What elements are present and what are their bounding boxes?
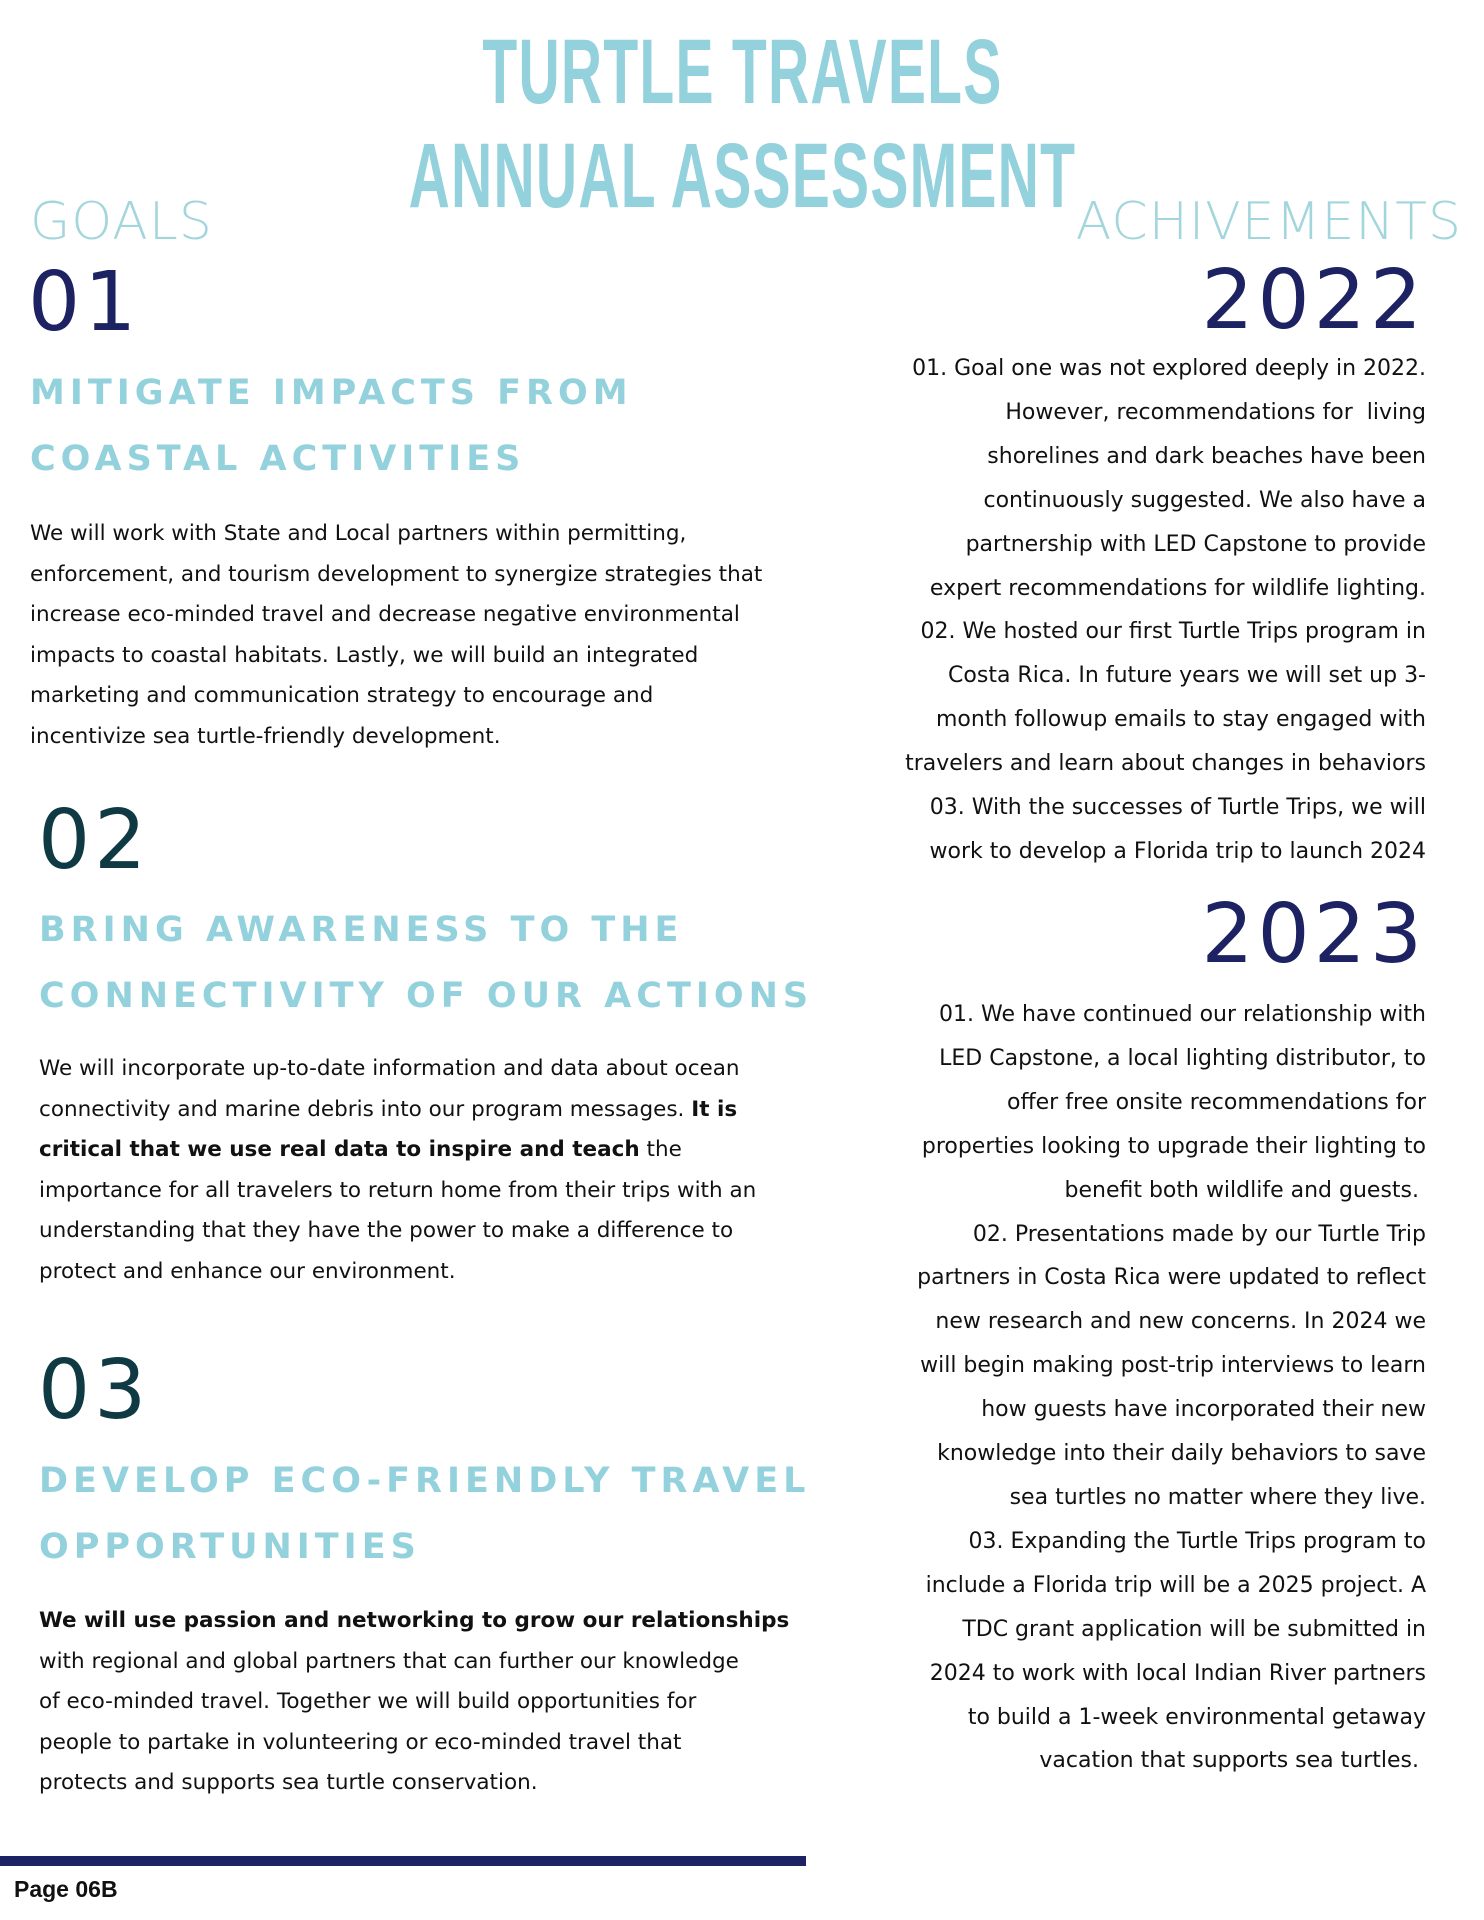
achievement-line: Costa Rica. In future years we will set up 3- [948,663,1426,689]
paragraph-line [39,1211,756,1252]
achievement-line: benefit both wildlife and guests. [1064,1177,1426,1203]
year-heading: 2022 [1201,253,1426,348]
achievement-line: TDC grant application will be submitted in [962,1616,1426,1642]
paragraph-line [30,514,762,555]
goal-number: 02 [38,793,151,888]
text: understanding that they have the power to make a difference to [39,1218,734,1243]
achievement-line: how guests have incorporated their new [981,1397,1426,1423]
goal-heading-line: CONNECTIVITY OF OUR ACTIONS [39,976,814,1016]
text: protects and supports sea turtle conservation. [39,1770,538,1795]
achievement-line: travelers and learn about changes in behaviors [905,751,1426,777]
achievement-line: will begin making post-trip interviews to learn [920,1353,1426,1379]
achievement-line: LED Capstone, a local lighting distributor, to [939,1045,1426,1071]
achievement-line: 02. Presentations made by our Turtle Trip [972,1221,1426,1247]
text: the [639,1137,682,1162]
achievement-line: sea turtles no matter where they live. [1009,1484,1426,1510]
goal-heading-line: OPPORTUNITIES [39,1527,421,1567]
goal-description [39,1049,756,1292]
achievement-line: 03. Expanding the Turtle Trips program to [968,1528,1426,1554]
achievement-line: continuously suggested. We also have a [983,487,1426,513]
achievement-line: 2024 to work with local Indian River partners [929,1660,1426,1686]
text: protect and enhance our environment. [39,1258,456,1284]
goal-number: 01 [28,255,141,350]
achievements-label: ACHIVEMENTS [1075,192,1462,252]
achievement-line: 02. We hosted our first Turtle Trips program in [920,619,1426,645]
title-line-1: TURTLE TRAVELS [481,21,1003,123]
achievement-line: include a Florida trip will be a 2025 project. A [925,1572,1426,1598]
goal-number: 03 [38,1343,151,1438]
paragraph-line [30,636,762,677]
goal-heading [39,1448,810,1580]
achievement-line: expert recommendations for wildlife lighting. [929,575,1426,601]
text: increase eco-minded travel and decrease negative environmental [30,602,740,627]
paragraph-line [39,1130,756,1171]
page-number: Page 06B [14,1876,118,1902]
achievement-line: work to develop a Florida trip to launch 2024 [929,838,1426,864]
text: We will work with State and Local partners within permitting, [30,521,687,546]
bold-text: It is [691,1096,738,1122]
achievement-line: knowledge into their daily behaviors to save [937,1441,1426,1467]
text: incentivize sea turtle-friendly development. [30,723,501,749]
achievement-line: to build a 1-week environmental getaway [967,1704,1426,1730]
achievement-line: 01. We have continued our relationship with [939,1002,1426,1027]
text: connectivity and marine debris into our program messages. [39,1096,692,1122]
goal-heading-line: BRING AWARENESS TO THE [39,910,684,950]
text: people to partake in volunteering or eco-minded travel that [39,1729,682,1755]
paragraph-line [39,1252,756,1293]
goal-heading-line: MITIGATE IMPACTS FROM [30,373,633,413]
goal-heading [39,897,813,1029]
paragraph-line [39,1090,756,1131]
text: with regional and global partners that can further our knowledge [39,1648,739,1674]
achievement-line: partnership with LED Capstone to provide [965,531,1426,557]
achievement-line: vacation that supports sea turtles. [1039,1748,1426,1774]
achievement-line: 03. With the successes of Turtle Trips, we will [929,795,1426,821]
achievement-line: offer free onsite recommendations for [1007,1089,1426,1115]
bold-text: We will use passion and networking to grow our relationships [39,1608,790,1633]
paragraph-line [30,595,762,636]
paragraph-line [39,1723,789,1764]
text: of eco-minded travel. Together we will build opportunities for [39,1689,697,1714]
footer-divider [0,1856,806,1866]
title-line-2: ANNUAL ASSESSMENT [408,125,1076,227]
text: enforcement, and tourism development to synergize strategies that [30,561,763,587]
paragraph-line [30,676,762,717]
goal-heading [30,360,633,492]
achievement-line: shorelines and dark beaches have been [987,443,1426,469]
achievement-text [905,347,1426,874]
paragraph-line [39,1682,789,1723]
paragraph-line [30,555,762,596]
achievement-line: partners in Costa Rica were updated to reflect [917,1265,1426,1291]
paragraph-line [39,1171,756,1212]
paragraph-line [39,1601,789,1642]
text: importance for all travelers to return home from their trips with an [39,1177,757,1203]
achievement-line: 01. Goal one was not explored deeply in 2022. [912,356,1426,381]
paragraph-line [30,717,762,758]
goal-description [30,514,762,757]
achievement-line: new research and new concerns. In 2024 we [935,1309,1426,1335]
text: We will incorporate up-to-date information and data about ocean [39,1056,740,1081]
year-heading: 2023 [1201,887,1426,982]
text: marketing and communication strategy to encourage and [30,683,654,708]
bold-text: critical that we use real data to inspire and teach [39,1137,640,1162]
goals-label: GOALS [30,192,213,252]
goal-heading-line: COASTAL ACTIVITIES [30,439,526,479]
goal-description [39,1601,789,1804]
achievement-line: month followup emails to stay engaged with [935,707,1426,733]
paragraph-line [39,1642,789,1683]
achievement-line: properties looking to upgrade their lighting to [921,1133,1426,1159]
goal-heading-line: DEVELOP ECO-FRIENDLY TRAVEL [39,1461,811,1501]
achievement-text [917,993,1426,1783]
text: impacts to coastal habitats. Lastly, we will build an integrated [30,642,699,668]
achievement-line: However, recommendations for living [1005,399,1426,425]
paragraph-line [39,1763,789,1804]
paragraph-line [39,1049,756,1090]
